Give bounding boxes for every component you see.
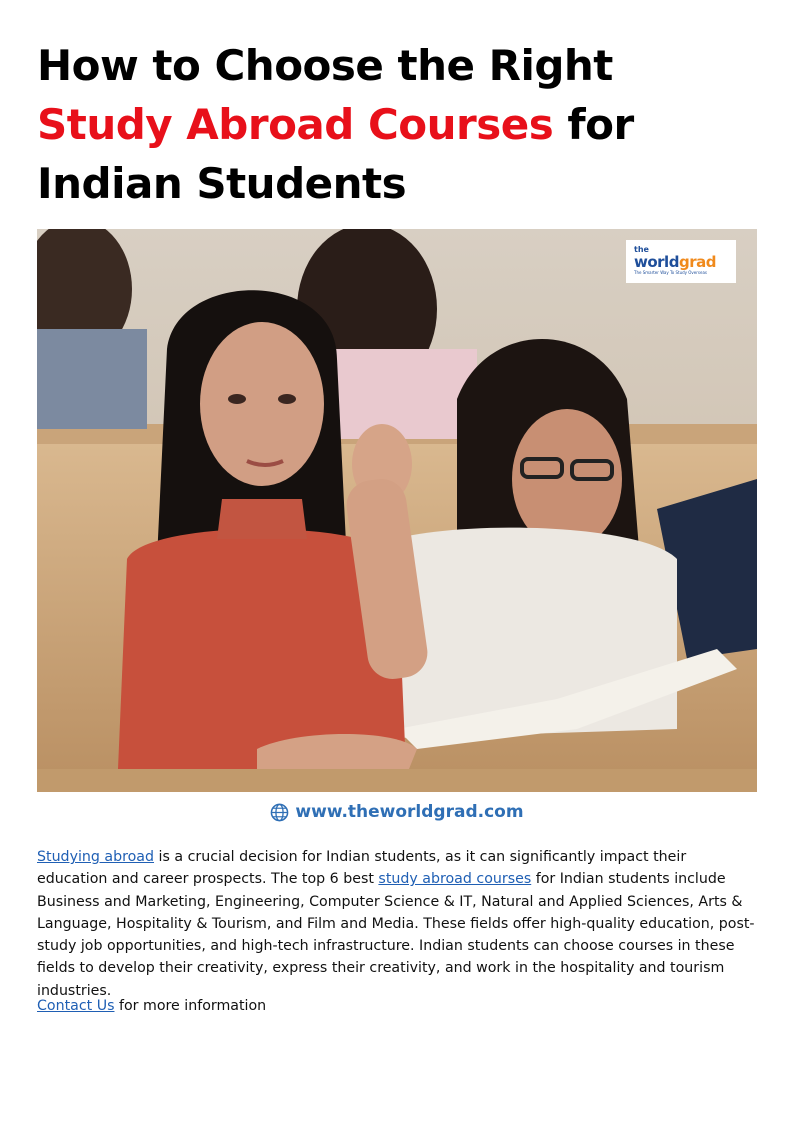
students-illustration — [37, 229, 757, 792]
body-text-1: is a crucial decision for Indian students, as it can significantly impact their education and career prospects. The top 6 best — [37, 849, 687, 888]
title-part1: How to Choose the Right — [37, 41, 613, 90]
hero-photo — [37, 229, 757, 792]
title-highlight: Study Abroad Courses — [37, 100, 554, 149]
studying-abroad-link[interactable]: Studying abroad — [37, 849, 155, 865]
logo-grad: grad — [678, 253, 716, 271]
study-abroad-courses-link[interactable]: study abroad courses — [378, 871, 532, 888]
logo-world: world — [634, 253, 679, 271]
body-text-2: for Indian students include Business and Marketing, Engineering, Computer Science & IT, Natural and Applied Sciences, Arts & Language, Hospitality & Tourism, and Film and Media. These fields offer high-quality education, post-study job opportunities, and high-tech infrastructure. Indian students can choose courses in these fields to develop their creativity, express their creativity, and work in the hospitality and tourism industries. — [37, 871, 755, 999]
globe-icon — [270, 803, 289, 822]
logo-wordmark — [634, 254, 728, 270]
logo-the: the — [634, 245, 649, 254]
page-title — [37, 36, 757, 213]
body-paragraph — [37, 846, 759, 1002]
title-part2: for Indian Students — [37, 100, 634, 208]
website-url[interactable]: www.theworldgrad.com — [295, 802, 524, 822]
logo-tagline: The Smarter Way To Study Overseas — [634, 270, 707, 275]
contact-line — [37, 995, 266, 1017]
brand-logo — [626, 240, 736, 283]
contact-us-link[interactable]: Contact Us — [37, 998, 115, 1014]
contact-text: for more information — [114, 998, 267, 1014]
website-line — [0, 802, 794, 826]
